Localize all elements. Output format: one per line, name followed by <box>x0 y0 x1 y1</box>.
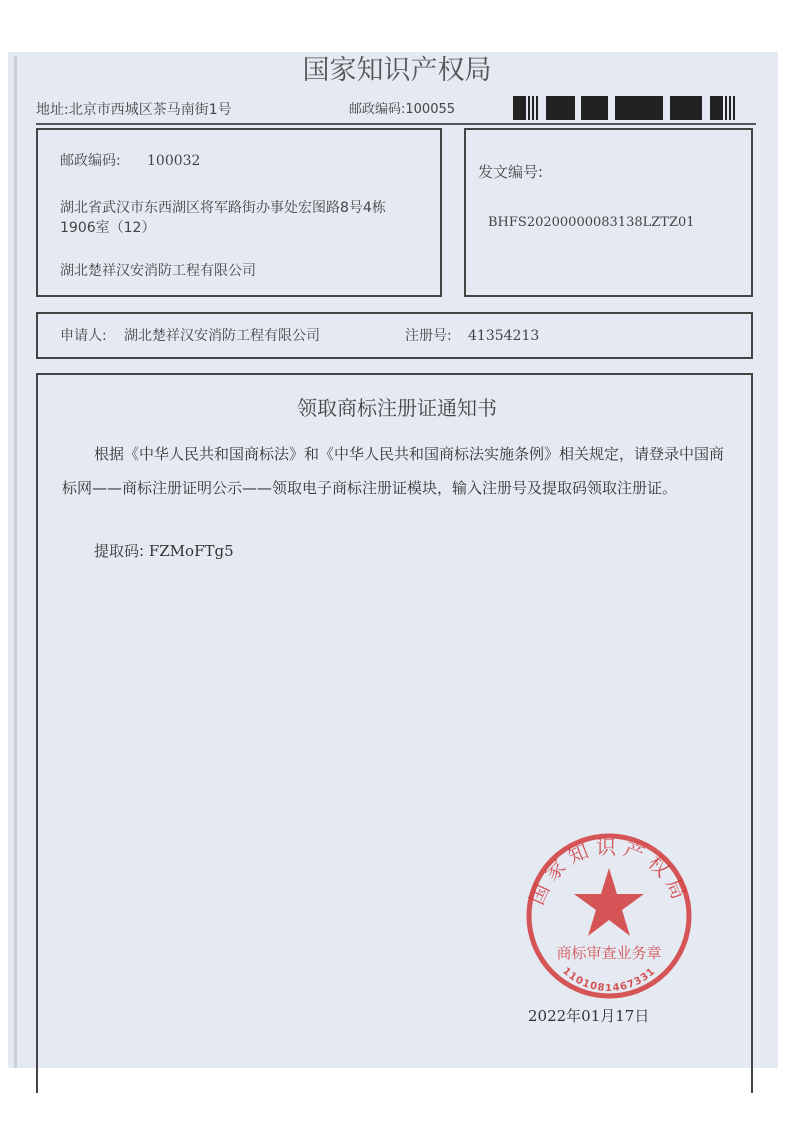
recipient-address-line1: 湖北省武汉市东西湖区将军路街办事处宏图路8号4栋 <box>60 200 386 216</box>
applicant-name: 湖北楚祥汉安消防工程有限公司 <box>124 328 320 344</box>
extraction-code-label: 提取码: <box>94 542 145 560</box>
barcode <box>513 96 735 120</box>
recipient-postcode-label: 邮政编码: <box>60 153 121 169</box>
doc-number-label: 发文编号: <box>478 163 544 181</box>
agency-title: 国家知识产权局 <box>302 55 492 86</box>
official-seal <box>523 832 695 1000</box>
reg-number-label: 注册号: <box>405 328 452 344</box>
header-rule <box>36 123 756 125</box>
recipient-company: 湖北楚祥汉安消防工程有限公司 <box>60 263 256 279</box>
applicant-label: 申请人: <box>60 328 107 344</box>
agency-address: 地址:北京市西城区茶马南街1号 <box>36 102 232 118</box>
extraction-code-line <box>94 541 234 561</box>
doc-number-value: BHFS20200000083138LZTZ01 <box>488 215 695 230</box>
seal-center-text: 商标审查业务章 <box>556 944 662 962</box>
page-edge <box>14 56 17 1068</box>
seal-serial: 1101081467331 <box>560 965 658 995</box>
notice-title: 领取商标注册证通知书 <box>297 396 497 420</box>
star-icon <box>574 868 644 936</box>
recipient-postcode: 100032 <box>147 153 201 169</box>
doc-number-box <box>464 128 753 297</box>
recipient-address-line2: 1906室（12） <box>60 220 156 236</box>
seal-ring-text: 国家知识产权局 <box>524 835 694 909</box>
reg-number: 41354213 <box>468 328 540 344</box>
notice-paragraph: 根据《中华人民共和国商标法》和《中华人民共和国商标法实施条例》相关规定，请登录中国商标网——商标注册证明公示——领取电子商标注册证模块，输入注册号及提取码领取注册证。 <box>62 445 725 497</box>
extraction-code: FZMoFTg5 <box>148 542 234 560</box>
agency-postcode: 邮政编码:100055 <box>349 102 456 117</box>
issue-date: 2022年01月17日 <box>528 1007 650 1025</box>
